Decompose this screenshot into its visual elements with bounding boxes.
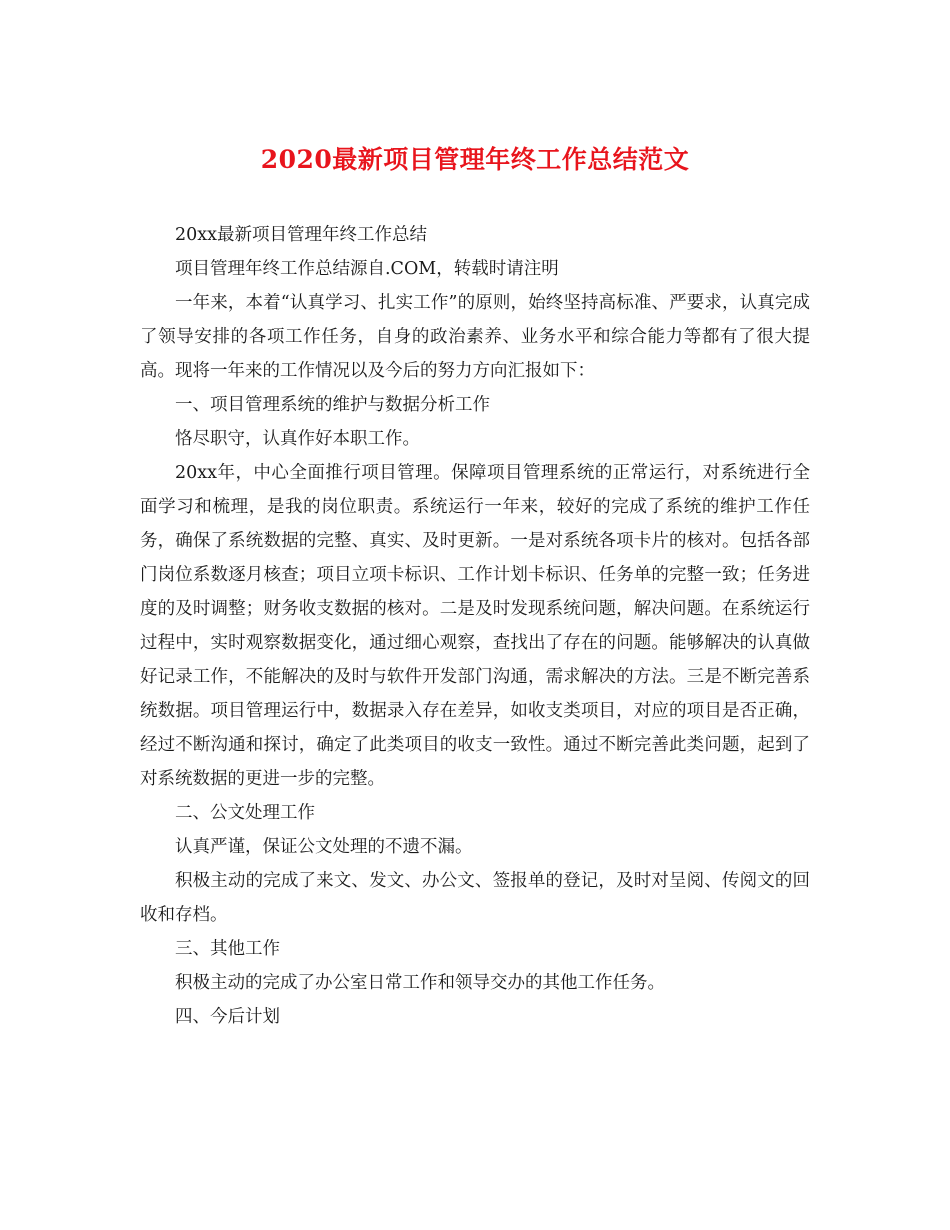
paragraph-other-work: 积极主动的完成了办公室日常工作和领导交办的其他工作任务。 bbox=[175, 973, 665, 993]
paragraph-source-note: 项目管理年终工作总结源自.COM，转载时请注明 bbox=[175, 259, 559, 279]
paragraph-subtitle: 20xx最新项目管理年终工作总结 bbox=[175, 225, 428, 245]
section-heading-2: 二、公文处理工作 bbox=[175, 803, 315, 823]
document-title: 2020最新项目管理年终工作总结范文 bbox=[260, 145, 690, 174]
paragraph-document-registration: 积极主动的完成了来文、发文、办公文、签报单的登记，及时对呈阅、传阅文的回收和存档。 bbox=[140, 871, 810, 925]
paragraph-document-handling: 认真严谨，保证公文处理的不遗不漏。 bbox=[175, 837, 473, 857]
paragraph-duty: 恪尽职守，认真作好本职工作。 bbox=[175, 429, 420, 449]
paragraph-intro: 一年来，本着“认真学习、扎实工作”的原则，始终坚持高标准、严要求，认真完成了领导安排的各项工作任务，自身的政治素养、业务水平和综合能力等都有了很大提高。现将一年来的工作情况以及今后的努力方向汇报如下： bbox=[140, 293, 810, 381]
section-heading-4: 四、今后计划 bbox=[175, 1007, 280, 1027]
paragraph-system-maintenance: 20xx年，中心全面推行项目管理。保障项目管理系统的正常运行，对系统进行全面学习和梳理，是我的岗位职责。系统运行一年来，较好的完成了系统的维护工作任务，确保了系统数据的完整、真实、及时更新。一是对系统各项卡片的核对。包括各部门岗位系数逐月核查；项目立项卡标识、工作计划卡标识、任务单的完整一致；任务进度的及时调整；财务收支数据的核对。二是及时发现系统问题，解决问题。在系统运行过程中，实时观察数据变化，通过细心观察，查找出了存在的问题。能够解决的认真做好记录工作，不能解决的及时与软件开发部门沟通，需求解决的方法。三是不断完善系统数据。项目管理运行中，数据录入存在差异，如收支类项目，对应的项目是否正确，经过不断沟通和探讨，确定了此类项目的收支一致性。通过不断完善此类问题，起到了对系统数据的更进一步的完整。 bbox=[140, 463, 810, 789]
section-heading-3: 三、其他工作 bbox=[175, 939, 280, 959]
section-heading-1: 一、项目管理系统的维护与数据分析工作 bbox=[175, 395, 490, 415]
document-body bbox=[140, 218, 810, 1034]
